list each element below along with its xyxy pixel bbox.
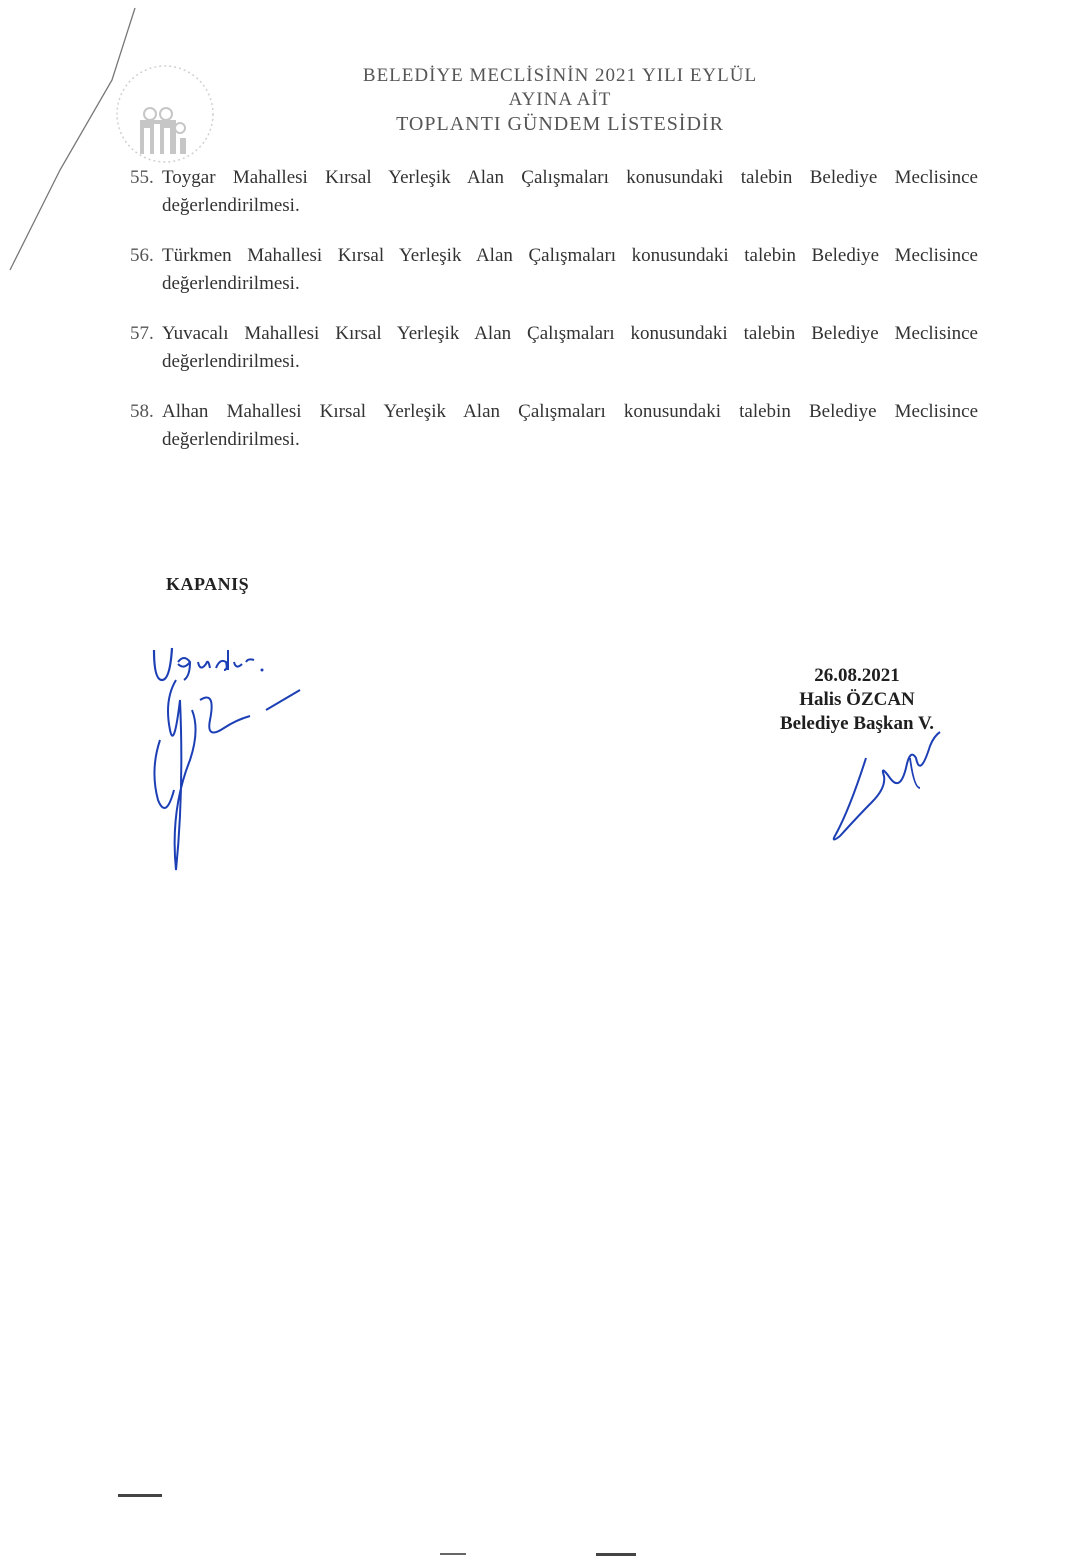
agenda-item-number: 57. — [130, 323, 154, 344]
mayor-signature-icon — [820, 718, 960, 848]
closing-heading: KAPANIŞ — [166, 574, 250, 594]
scan-mark — [596, 1553, 636, 1556]
agenda-item-number: 56. — [130, 245, 154, 266]
scan-mark — [440, 1553, 466, 1555]
signatory-title: Belediye Başkan V. — [780, 713, 934, 734]
approval-signature-icon — [140, 640, 320, 880]
agenda-item — [130, 164, 978, 220]
agenda-item — [130, 320, 978, 376]
header-line-3: TOPLANTI GÜNDEM LİSTESİDİR — [396, 113, 724, 135]
scan-mark — [118, 1494, 162, 1497]
agenda-item-number: 55. — [130, 167, 154, 188]
agenda-item-text: Yuvacalı Mahallesi Kırsal Yerleşik Alan Çalışmaları konusundaki talebin Belediye Meclisince değerlendirilmesi. — [162, 323, 978, 372]
agenda-item-text: Türkmen Mahallesi Kırsal Yerleşik Alan Çalışmaları konusundaki talebin Belediye Meclisince değerlendirilmesi. — [162, 245, 978, 294]
document-header — [250, 64, 870, 136]
signature-date: 26.08.2021 — [814, 665, 900, 686]
header-line-1: BELEDİYE MECLİSİNİN 2021 YILI EYLÜL — [362, 65, 758, 86]
header-line-2: AYINA AİT — [508, 89, 612, 110]
municipal-seal-icon — [110, 58, 220, 170]
agenda-item — [130, 242, 978, 298]
agenda-list — [130, 164, 978, 476]
signatory-name: Halis ÖZCAN — [799, 689, 915, 710]
agenda-item-text: Toygar Mahallesi Kırsal Yerleşik Alan Çalışmaları konusundaki talebin Belediye Meclisince değerlendirilmesi. — [162, 167, 978, 216]
agenda-item-text: Alhan Mahallesi Kırsal Yerleşik Alan Çalışmaları konusundaki talebin Belediye Meclisince değerlendirilmesi. — [162, 401, 978, 450]
agenda-item — [130, 398, 978, 454]
agenda-item-number: 58. — [130, 401, 154, 422]
